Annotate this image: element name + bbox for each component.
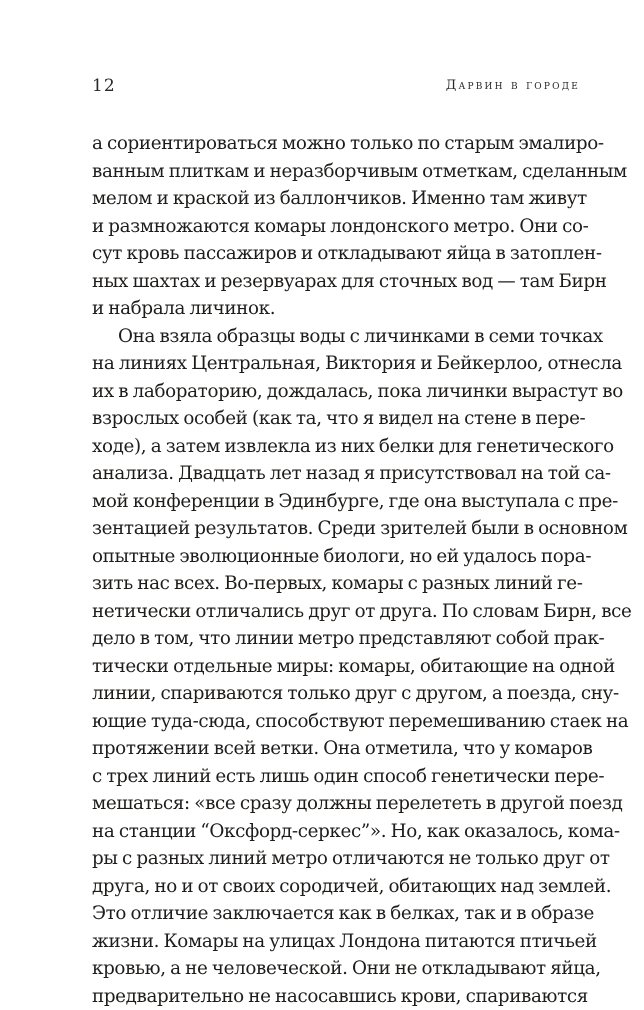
- text-line: жизни. Комары на улицах Лондона питаются птичьей: [92, 928, 582, 956]
- chapter-title: Дарвин в городе: [446, 78, 580, 93]
- text-line: линии, спариваются только друг с другом, а поезда, сну-: [92, 680, 582, 708]
- text-line: и набрала личинок.: [92, 295, 582, 323]
- text-line: зентацией результатов. Среди зрителей были в основном: [92, 515, 582, 543]
- running-head: [92, 76, 580, 100]
- text-line: ванным плиткам и неразборчивым отметкам, сделанным: [92, 158, 582, 186]
- text-line: Это отличие заключается как в белках, так и в образе: [92, 900, 582, 928]
- text-line: мешаться: «все сразу должны перелететь в другой поезд: [92, 790, 582, 818]
- text-line: тически отдельные миры: комары, обитающие на одной: [92, 653, 582, 681]
- text-line: зить нас всех. Во-первых, комары с разных линий ге-: [92, 570, 582, 598]
- text-line: с трех линий есть лишь один способ генетически пере-: [92, 763, 582, 791]
- page-number: 12: [92, 76, 116, 96]
- text-line: мой конференции в Эдинбурге, где она выступала с пре-: [92, 488, 582, 516]
- text-line: Она взяла образцы воды с личинками в семи точках: [92, 323, 582, 351]
- text-line: предварительно не насосавшись крови, спариваются: [92, 983, 582, 1010]
- text-line: ных шахтах и резервуарах для сточных вод — там Бирн: [92, 268, 582, 296]
- text-line: ходе), а затем извлекла из них белки для генетического: [92, 433, 582, 461]
- text-line: ры с разных линий метро отличаются не только друг от: [92, 845, 582, 873]
- text-line: дело в том, что линии метро представляют собой прак-: [92, 625, 582, 653]
- text-line: друга, но и от своих сородичей, обитающих над землей.: [92, 873, 582, 901]
- text-line: протяжении всей ветки. Она отметила, что у комаров: [92, 735, 582, 763]
- text-line: опытные эволюционные биологи, но ей удалось пора-: [92, 543, 582, 571]
- body-text: [92, 130, 582, 1010]
- text-line: а сориентироваться можно только по старым эмалиро-: [92, 130, 582, 158]
- text-line: и размножаются комары лондонского метро. Они со-: [92, 213, 582, 241]
- text-line: на станции “Оксфорд-серкес”». Но, как оказалось, кома-: [92, 818, 582, 846]
- text-line: мелом и краской из баллончиков. Именно там живут: [92, 185, 582, 213]
- text-line: взрослых особей (как та, что я видел на стене в пере-: [92, 405, 582, 433]
- text-line: нетически отличались друг от друга. По словам Бирн, все: [92, 598, 582, 626]
- text-line: ющие туда-сюда, способствуют перемешиванию стаек на: [92, 708, 582, 736]
- text-line: на линиях Центральная, Виктория и Бейкерлоо, отнесла: [92, 350, 582, 378]
- text-line: сут кровь пассажиров и откладывают яйца в затоплен-: [92, 240, 582, 268]
- text-line: их в лабораторию, дождалась, пока личинки вырастут во: [92, 378, 582, 406]
- text-line: анализа. Двадцать лет назад я присутствовал на той са-: [92, 460, 582, 488]
- text-line: кровью, а не человеческой. Они не откладывают яйца,: [92, 955, 582, 983]
